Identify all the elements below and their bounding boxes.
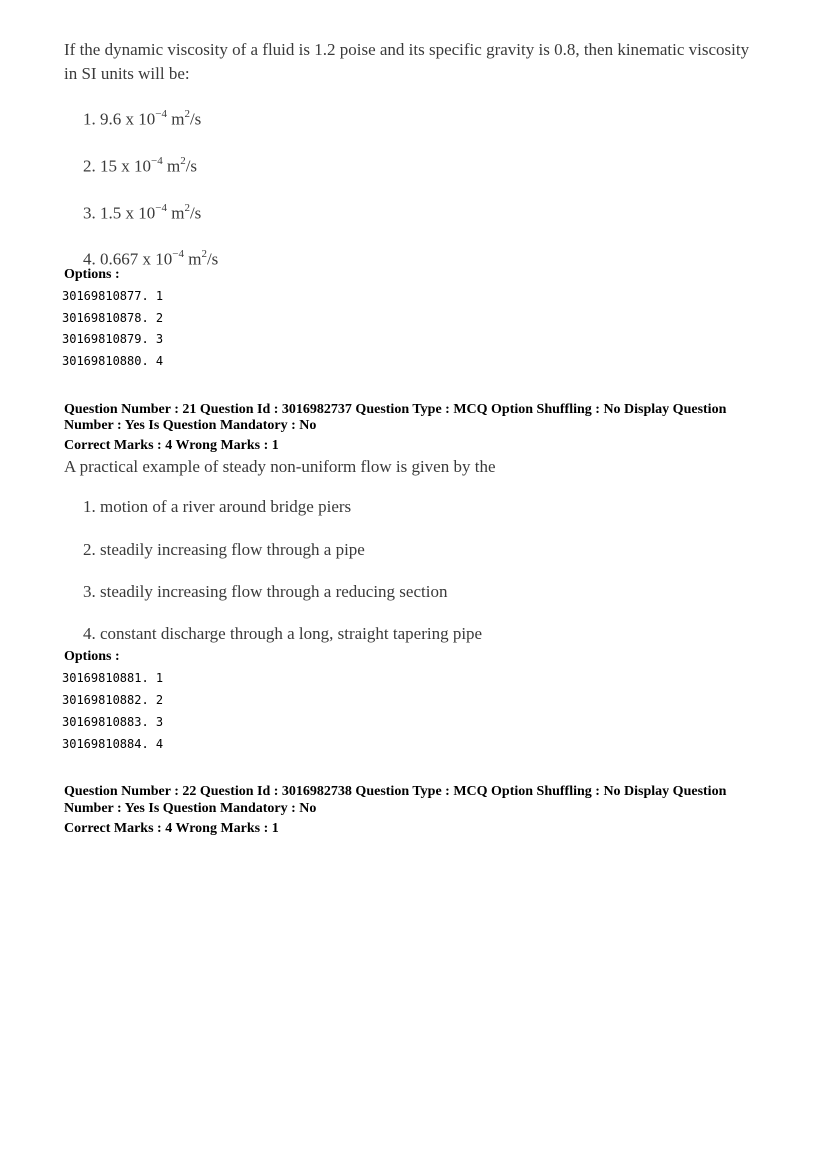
q21-option-id-1: 30169810881. 1	[62, 671, 164, 685]
q20-option-2: 2. 15 x $10^{-4}$ $m^2/s$	[83, 155, 198, 176]
q20-option-3: 3. 1.5 x $10^{-4}$ $m^2/s$	[83, 202, 202, 223]
q21-meta-line-1: Question Number : 21 Question Id : 3016982737 Question Type : MCQ Option Shuffling : No Display Question	[64, 402, 727, 417]
q20-option-4: 4. 0.667 x $10^{-4}$ $m^2/s$	[83, 248, 219, 269]
q21-option-id-4: 30169810884. 4	[62, 737, 164, 751]
q21-question-text: A practical example of steady non-uniform flow is given by the	[64, 457, 496, 476]
q21-option-id-3: 30169810883. 3	[62, 715, 164, 729]
q21-option-4: 4. constant discharge through a long, straight tapering pipe	[83, 624, 483, 643]
q20-option-1: 1. 9.6 x $10^{-4}$ $m^2/s$	[83, 108, 202, 129]
q20-option-id-2: 30169810878. 2	[62, 311, 164, 325]
q22-marks: Correct Marks : 4 Wrong Marks : 1	[64, 821, 279, 836]
q21-option-2: 2. steadily increasing flow through a pipe	[83, 540, 365, 559]
q22-meta-line-2: Number : Yes Is Question Mandatory : No	[64, 801, 317, 816]
q21-marks: Correct Marks : 4 Wrong Marks : 1	[64, 438, 279, 453]
q20-options-label: Options :	[64, 267, 120, 282]
q20-option-id-3: 30169810879. 3	[62, 332, 164, 346]
q21-option-1: 1. motion of a river around bridge piers	[83, 497, 352, 516]
q22-meta-line-1: Question Number : 22 Question Id : 3016982738 Question Type : MCQ Option Shuffling : No Display Question	[64, 784, 727, 799]
q21-option-3: 3. steadily increasing flow through a reducing section	[83, 582, 448, 601]
q20-option-id-1: 30169810877. 1	[62, 289, 164, 303]
q20-option-id-4: 30169810880. 4	[62, 354, 164, 368]
q21-option-id-2: 30169810882. 2	[62, 693, 164, 707]
q20-question-text: If the dynamic viscosity of a fluid is 1.2 poise and its specific gravity is 0.8, then kinematic viscosity in SI units will be:	[64, 40, 750, 83]
q21-options-label: Options :	[64, 649, 120, 664]
q21-meta-line-2: Number : Yes Is Question Mandatory : No	[64, 418, 317, 433]
